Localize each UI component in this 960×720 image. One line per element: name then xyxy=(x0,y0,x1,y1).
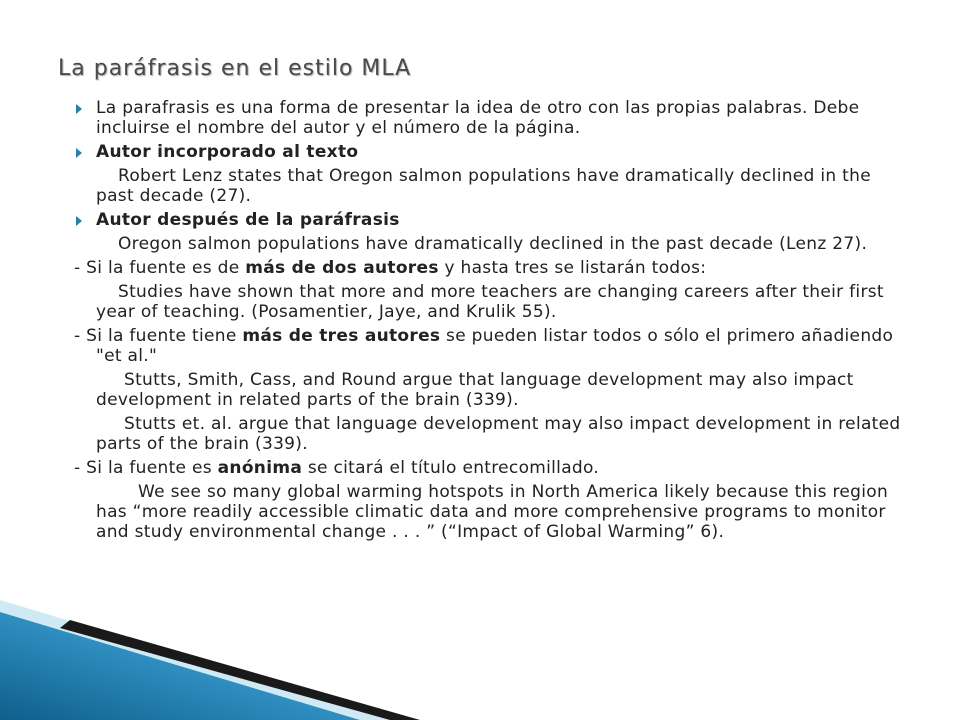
bullet-arrow-icon xyxy=(76,104,82,114)
rule-emphasis: más de dos autores xyxy=(245,258,439,278)
wedge-blue-stripe xyxy=(0,612,360,720)
bullet-text: Autor después de la paráfrasis xyxy=(96,210,400,230)
citation-example: Stutts et. al. argue that language development may also impact development in related parts of the brain (339). xyxy=(96,414,901,454)
bullet-arrow-icon xyxy=(76,216,82,226)
rule-emphasis: anónima xyxy=(217,458,303,478)
rule-emphasis: más de tres autores xyxy=(242,326,441,346)
rule-line xyxy=(74,458,904,478)
citation-example: Oregon salmon populations have dramatically declined in the past decade (Lenz 27). xyxy=(118,234,868,254)
rule-text: y hasta tres se listarán todos: xyxy=(438,258,707,278)
wedge-light-stripe xyxy=(0,600,400,720)
bullet-item xyxy=(74,98,904,138)
citation-example: Studies have shown that more and more teachers are changing careers after their first year of teaching. (Posamentier, Jaye, and Krulik 55). xyxy=(96,282,884,322)
rule-text: - Si la fuente es xyxy=(74,458,218,478)
rule-text: - Si la fuente es de xyxy=(74,258,246,278)
bullet-arrow-icon xyxy=(76,148,82,158)
bullet-text: Autor incorporado al texto xyxy=(96,142,359,162)
citation-example: We see so many global warming hotspots in North America likely because this region has “more readily accessible climatic data and more comprehensive programs to monitor and study environmental change . . . ” (“Impact of Global Warming” 6). xyxy=(96,482,889,542)
citation-example: Stutts, Smith, Cass, and Round argue that language development may also impact development in related parts of the brain (339). xyxy=(96,370,854,410)
bullet-item xyxy=(74,210,904,230)
bullet-text: La parafrasis es una forma de presentar la idea de otro con las propias palabras. Debe incluirse el nombre del autor y el número de la página. xyxy=(96,98,860,138)
rule-text: se citará el título entrecomillado. xyxy=(302,458,600,478)
citation-example: Robert Lenz states that Oregon salmon populations have dramatically declined in the past decade (27). xyxy=(96,166,871,206)
slide-title: La paráfrasis en el estilo MLA xyxy=(58,56,412,81)
rule-line xyxy=(74,258,904,278)
rule-text: - Si la fuente tiene xyxy=(74,326,243,346)
rule-line xyxy=(74,326,904,366)
wedge-dark-stripe xyxy=(60,620,420,720)
bullet-item xyxy=(74,142,904,162)
slide-content xyxy=(74,98,904,546)
rule-text: se pueden listar todos o sólo el primero añadiendo "et al." xyxy=(96,326,894,366)
